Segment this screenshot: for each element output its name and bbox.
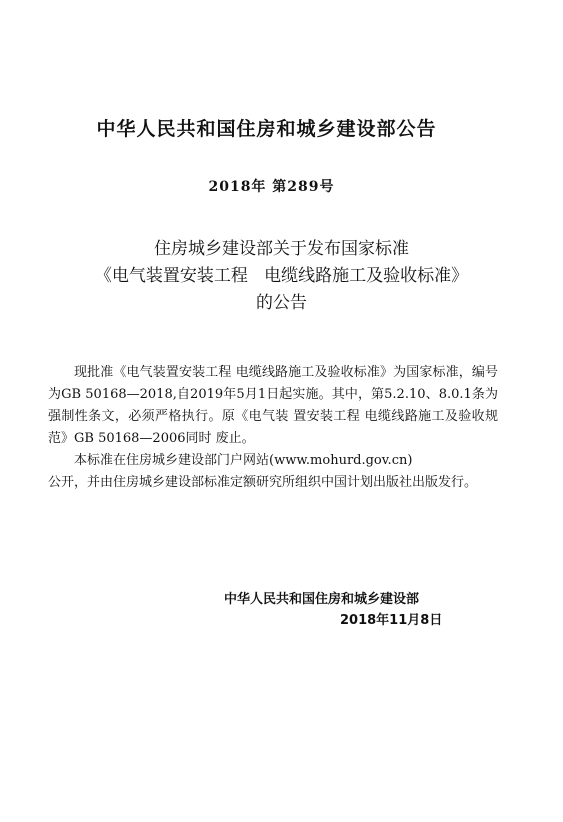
title-line-2: 《电气装置安装工程 电缆线路施工及验收标准》: [94, 266, 469, 286]
body-paragraph-2-continued: 公开，并由住房城乡建设部标准定额研究所组织中国计划出版社出版发行。: [48, 475, 478, 490]
document-number-text: 2018年 第289号: [208, 179, 335, 195]
title-line-3: 的公告: [256, 293, 307, 313]
announcement-title: [0, 236, 563, 317]
signature-date: 2018年11月8日: [340, 613, 443, 628]
title-line-1: 住房城乡建设部关于发布国家标准: [154, 239, 409, 259]
document-number: [0, 176, 563, 196]
body-paragraph-2: 本标准在住房城乡建设部门户网站(www.mohurd.gov.cn): [74, 453, 413, 468]
signature-issuer: 中华人民共和国住房和城乡建设部: [224, 592, 420, 607]
announcement-body: [48, 362, 498, 494]
ministry-announcement-header-text: 中华人民共和国住房和城乡建设部公告: [96, 118, 437, 140]
body-paragraph-1: 现批准《电气装置安装工程 电缆线路施工及验收标准》为国家标准，编号为GB 50168—2018,自2019年5月1日起实施。其中，第5.2.10、8.0.1条为强制性条文，必须严格执行。原《电气装 置安装工程 电缆线路施工及验收规范》GB 50168—2006同时 废止。: [48, 365, 498, 446]
ministry-announcement-header: [0, 114, 563, 141]
